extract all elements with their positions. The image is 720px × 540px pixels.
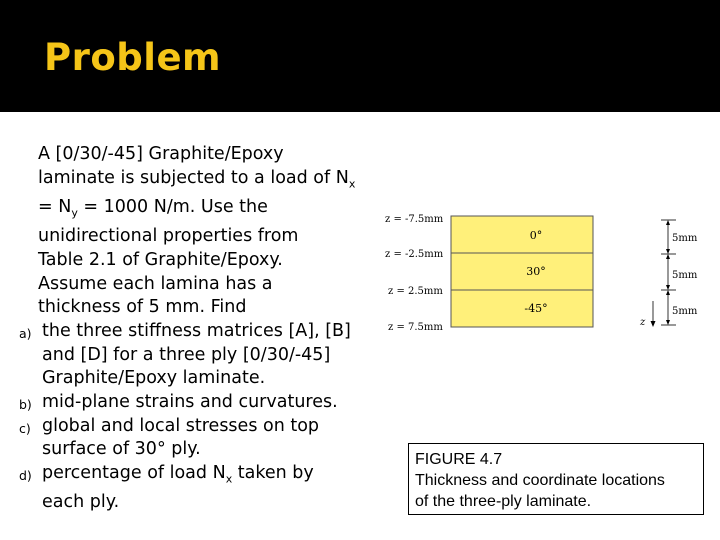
task-line: surface of 30° ply. bbox=[42, 439, 201, 460]
thickness-label: 5mm bbox=[672, 233, 698, 244]
thickness-label: 5mm bbox=[672, 306, 698, 317]
task-marker: a) bbox=[19, 325, 32, 341]
arrow-head bbox=[666, 290, 670, 295]
task-list bbox=[20, 320, 380, 515]
task-text: percentage of load N bbox=[42, 463, 226, 484]
task-line bbox=[42, 462, 380, 491]
caption-line: FIGURE 4.7 bbox=[415, 451, 503, 468]
caption-line: of the three-ply laminate. bbox=[415, 493, 592, 510]
ply-layers bbox=[451, 216, 593, 327]
intro-text: = 1000 N/m. Use the bbox=[83, 196, 268, 217]
arrow-head bbox=[666, 320, 670, 325]
task-line: global and local stresses on top bbox=[42, 415, 320, 436]
title-bar bbox=[0, 0, 720, 112]
arrow-head bbox=[666, 285, 670, 290]
intro-text: = N bbox=[38, 196, 72, 217]
slide-title: Problem bbox=[44, 36, 222, 79]
intro-line: unidirectional properties from bbox=[38, 226, 299, 247]
subscript-x: x bbox=[348, 177, 356, 191]
thickness-label: 5mm bbox=[672, 270, 698, 281]
arrow-head bbox=[666, 220, 670, 225]
task-line: Graphite/Epoxy laminate. bbox=[42, 368, 266, 389]
intro-line bbox=[38, 167, 380, 196]
intro-line: thickness of 5 mm. Find bbox=[38, 297, 247, 318]
subscript-y: y bbox=[71, 206, 78, 220]
z-label: z = -7.5mm bbox=[385, 214, 444, 225]
task-marker: c) bbox=[19, 420, 31, 436]
caption-line: Thickness and coordinate locations bbox=[415, 472, 665, 489]
task-item-b bbox=[20, 391, 380, 415]
intro-line: Table 2.1 of Graphite/Epoxy. bbox=[38, 249, 283, 270]
ply-label-neg45: -45° bbox=[524, 302, 548, 315]
task-line: mid-plane strains and curvatures. bbox=[42, 392, 338, 413]
z-label: z = 2.5mm bbox=[388, 286, 443, 297]
intro-line: Assume each lamina has a bbox=[38, 273, 273, 294]
figure-caption bbox=[408, 443, 704, 515]
z-axis-arrow bbox=[651, 321, 656, 327]
subscript-x: x bbox=[225, 472, 233, 486]
z-label: z = 7.5mm bbox=[388, 322, 443, 333]
z-axis-label: z bbox=[640, 317, 646, 328]
task-marker: b) bbox=[19, 397, 32, 413]
task-item-d bbox=[20, 462, 380, 515]
laminate-figure bbox=[378, 205, 708, 335]
intro-line: A [0/30/-45] Graphite/Epoxy bbox=[38, 144, 284, 164]
task-line: the three stiffness matrices [A], [B] bbox=[42, 320, 351, 341]
task-marker: d) bbox=[19, 468, 32, 484]
z-label: z = -2.5mm bbox=[385, 249, 444, 260]
intro-line bbox=[38, 196, 380, 225]
arrow-head bbox=[666, 249, 670, 254]
ply-label-0: 0° bbox=[529, 229, 543, 242]
task-item-a bbox=[20, 320, 380, 391]
task-item-c bbox=[20, 415, 380, 462]
ply-label-30: 30° bbox=[526, 265, 546, 278]
problem-statement bbox=[20, 143, 380, 515]
intro-text: laminate is subjected to a load of N bbox=[38, 167, 349, 188]
task-text: taken by bbox=[237, 463, 314, 484]
task-line: and [D] for a three ply [0/30/-45] bbox=[42, 344, 331, 365]
problem-intro bbox=[20, 143, 380, 320]
arrow-head bbox=[666, 254, 670, 259]
task-line: each ply. bbox=[42, 492, 120, 513]
